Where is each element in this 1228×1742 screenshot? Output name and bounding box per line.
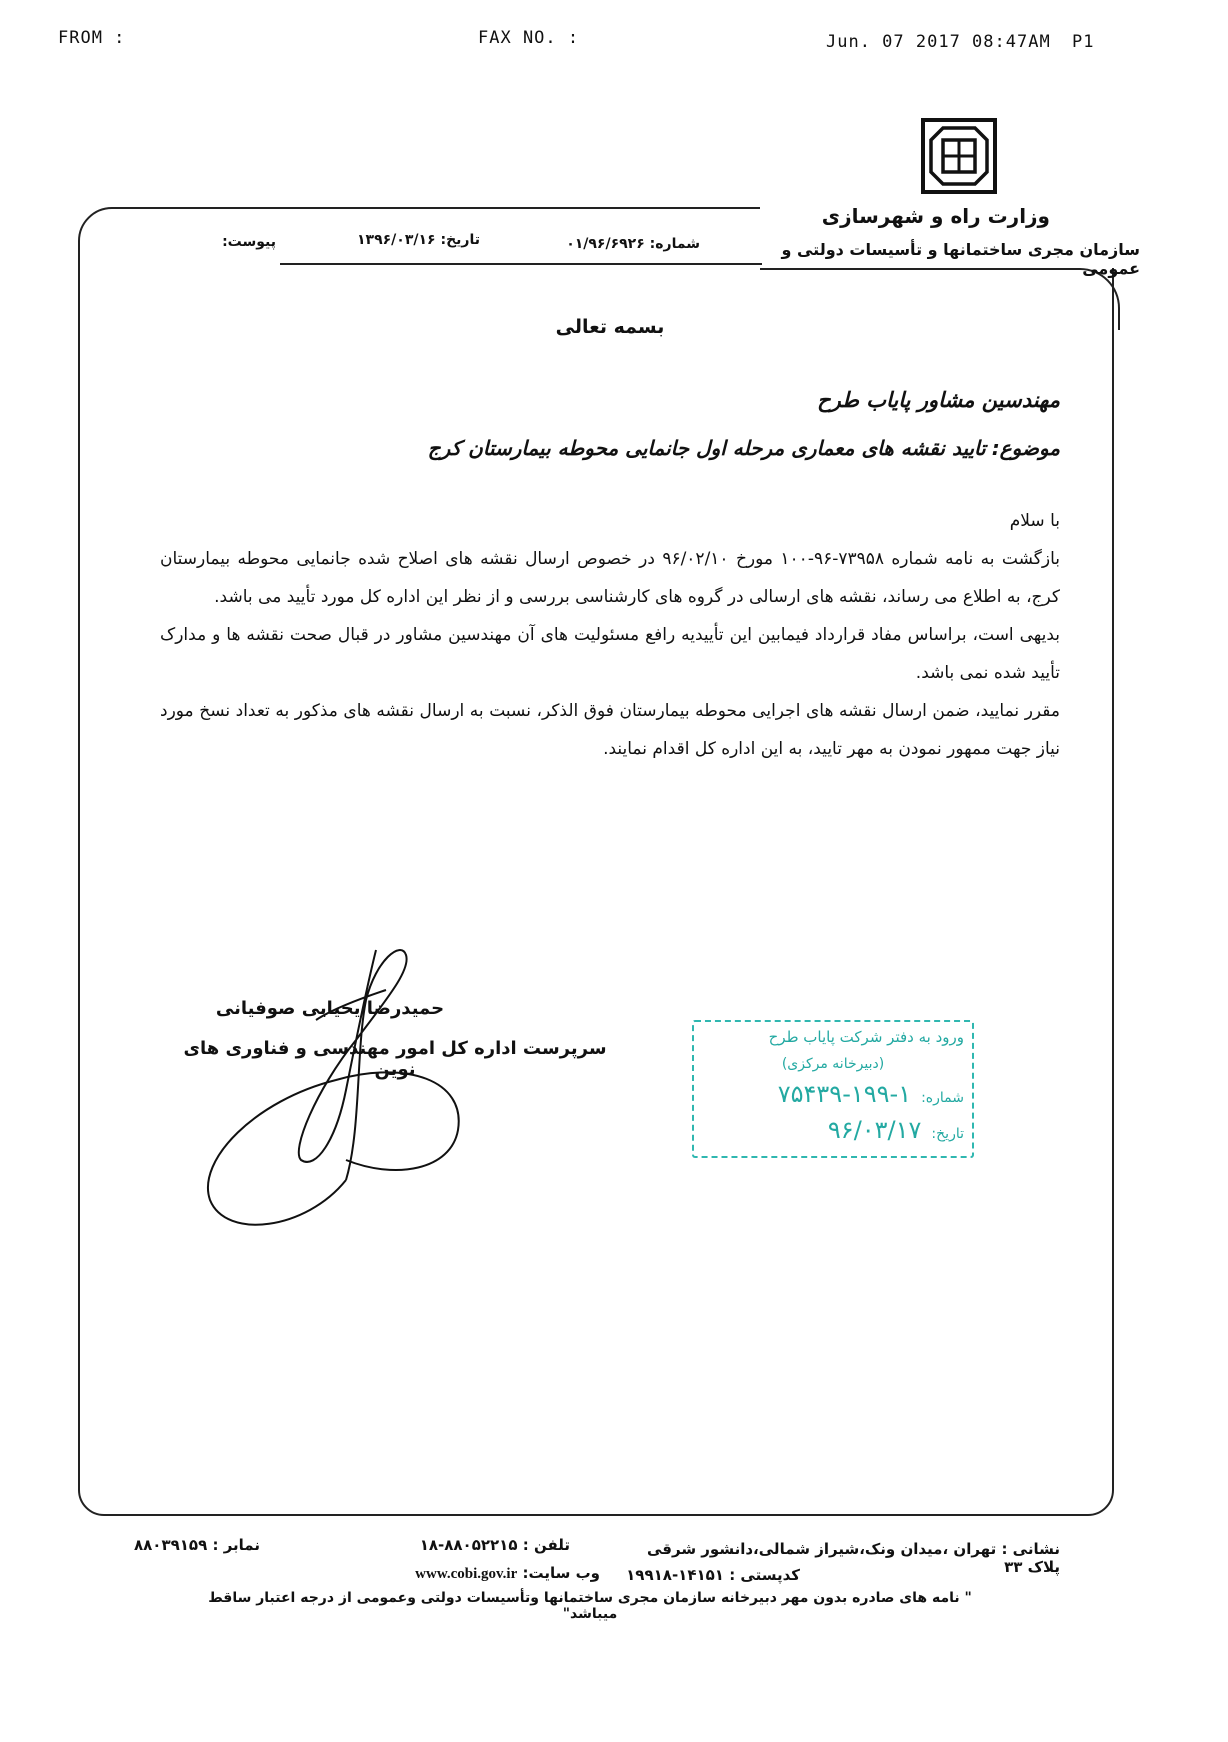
footer-address-value: تهران ،میدان ونک،شیراز شمالی،دانشور شرقی پلاک ۳۳: [646, 1540, 1060, 1576]
received-stamp: [692, 1020, 974, 1158]
letter-number-value: ۰۱/۹۶/۶۹۲۶: [566, 236, 645, 252]
ministry-name: وزارت راه و شهرسازی: [821, 204, 1050, 228]
footer-fax-label: نمابر :: [212, 1536, 260, 1554]
subject-text: تایید نقشه های معماری مرحله اول جانمایی محوطه بیمارستان کرج: [427, 436, 986, 460]
signer-name: حمیدرضا یحیایی صوفیانی: [215, 998, 445, 1019]
footer-phone-value: ۸۸۰۵۲۲۱۵-۱۸: [419, 1536, 518, 1554]
footer-postal-label: کدپستی :: [729, 1566, 800, 1584]
letter-attachment: پیوست:: [222, 234, 276, 250]
fax-page: P1: [1072, 32, 1095, 52]
paragraph-3: مقرر نمایید، ضمن ارسال نقشه های اجرایی محوطه بیمارستان فوق الذکر، نسبت به ارسال نقشه های مذکور به تعداد نسخ مورد نیاز جهت ممهور نمودن به مهر تایید، به این اداره کل اقدام نمایند.: [160, 701, 1060, 759]
recipient: مهندسین مشاور پایاب طرح: [817, 388, 1060, 412]
stamp-number-label: شماره:: [921, 1090, 964, 1106]
stamp-subheading: (دبیرخانه مرکزی): [781, 1056, 885, 1072]
handwritten-signature: [196, 930, 496, 1250]
letter-number-label: شماره:: [649, 236, 700, 252]
stamp-number-value: ۱-۱۹۹-۷۵۴۳۹: [777, 1080, 912, 1108]
subject-label: موضوع:: [991, 436, 1060, 460]
footer-postal-value: ۱۴۱۵۱-۱۹۹۱۸: [626, 1566, 724, 1584]
stamp-number: [778, 1080, 964, 1108]
signer-title: سرپرست اداره کل امور مهندسی و فناوری های نوین: [183, 1038, 607, 1080]
footer-phone: [370, 1536, 570, 1554]
stamp-date-value: ۹۶/۰۳/۱۷: [827, 1116, 922, 1144]
ministry-emblem-icon: [921, 118, 997, 194]
stamp-date: [828, 1116, 964, 1144]
footer-website: [380, 1564, 600, 1583]
paragraph-1: بازگشت به نامه شماره ۷۳۹۵۸-۹۶-۱۰۰ مورخ ۹۶/۰۲/۱۰ در خصوص ارسال نقشه های اصلاح شده جانمایی محوطه بیمارستان کرج، به اطلاع می رساند، نقشه های ارسالی در گروه های کارشناسی بررسی و از نظر این اداره کل مورد تأیید می باشد.: [160, 549, 1060, 607]
greeting: با سلام: [1009, 511, 1060, 531]
footer-postal: [600, 1566, 800, 1584]
footer-fax: [120, 1536, 260, 1554]
footer-website-link[interactable]: www.cobi.gov.ir: [415, 1566, 518, 1582]
bismillah: بسمه تعالی: [555, 316, 665, 338]
subject-line: [300, 436, 1060, 460]
footer-phone-label: تلفن :: [522, 1536, 570, 1554]
fax-datetime: Jun. 07 2017 08:47AM: [826, 32, 1051, 52]
fax-from: FROM :: [58, 28, 126, 48]
letter-date-label: تاریخ:: [440, 232, 480, 248]
footer-address-label: نشانی :: [1001, 1540, 1060, 1558]
footer-fax-value: ۸۸۰۳۹۱۵۹: [134, 1536, 208, 1554]
footer-validity-note: " نامه های صادره بدون مهر دبیرخانه سازمان مجری ساختمانها وتأسیسات دولتی وعمومی از درجه اعتبار ساقط میباشد": [208, 1590, 972, 1622]
stamp-heading: ورود به دفتر شرکت پایاب طرح: [768, 1028, 964, 1046]
paragraph-2: بدیهی است، براساس مفاد قرارداد فیمابین این تأییدیه رافع مسئولیت های آن مهندسین مشاور در قبال صحت نقشه ها و مدارک تأیید شده نمی باشد.: [160, 625, 1060, 683]
fax-number: FAX NO. :: [478, 28, 580, 48]
organization-name: سازمان مجری ساختمانها و تأسیسات دولتی و عمومی: [781, 240, 1140, 278]
letter-date: [320, 232, 480, 248]
letter-body: [160, 502, 1060, 768]
stamp-date-label: تاریخ:: [931, 1126, 964, 1142]
letter-number: [540, 236, 700, 252]
footer-website-label: وب سایت:: [522, 1564, 600, 1582]
letter-date-value: ۱۳۹۶/۰۳/۱۶: [357, 232, 436, 248]
